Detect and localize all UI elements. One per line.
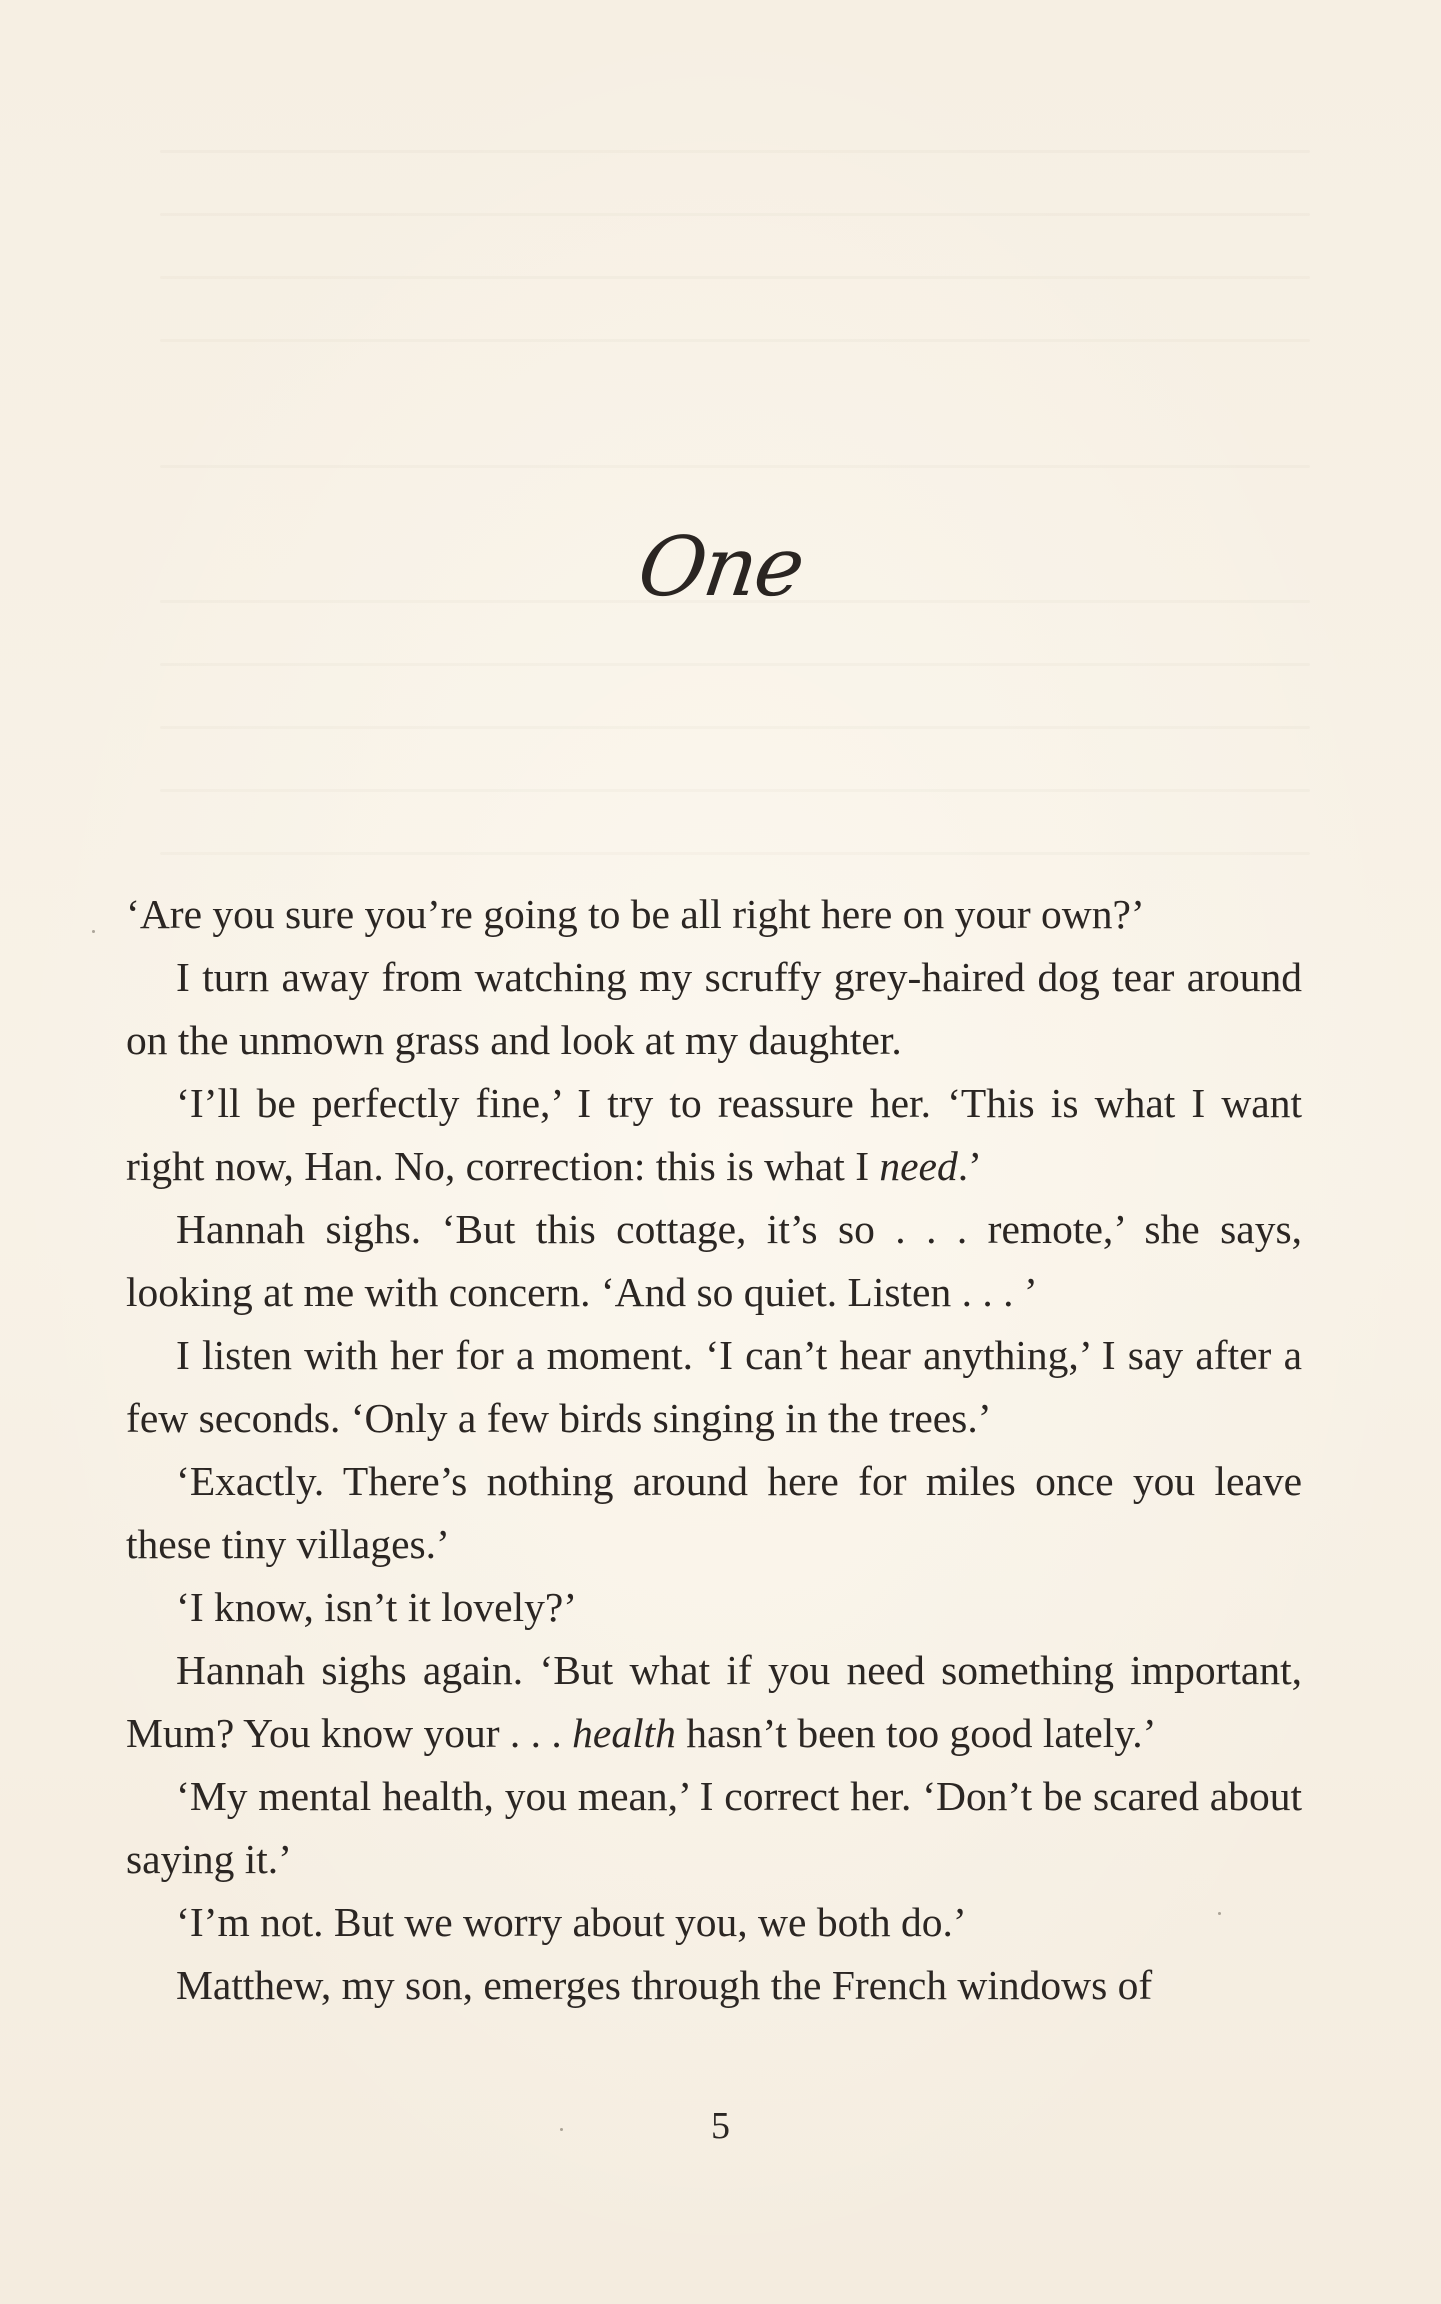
paragraph-text: ‘I’ll be perfectly fine,’ I try to reassure her. ‘This is what I want right now, Han. No, correction: this is what I — [126, 1080, 1302, 1189]
paragraph: ‘Exactly. There’s nothing around here for miles once you leave these tiny villages.’ — [126, 1458, 1302, 1567]
paragraph: Hannah sighs. ‘But this cottage, it’s so . . . remote,’ she says, looking at me with concern. ‘And so quiet. Listen . . . ’ — [126, 1206, 1302, 1315]
paragraph: Matthew, my son, emerges through the French windows of — [176, 1962, 1153, 2008]
chapter-heading: One — [632, 520, 809, 615]
paragraph-text: Hannah sighs again. ‘But what if you need something important, Mum? You know your . . . — [126, 1647, 1302, 1756]
emphasis-text: health — [572, 1710, 676, 1756]
paragraph: I listen with her for a moment. ‘I can’t hear anything,’ I say after a few seconds. ‘Only a few birds singing in the trees.’ — [126, 1332, 1302, 1441]
paper-speck — [92, 930, 95, 933]
show-through-line — [160, 465, 1310, 468]
paragraph-text: .’ — [957, 1143, 982, 1189]
show-through-line — [160, 150, 1310, 153]
paragraph — [126, 1072, 1302, 1198]
show-through-line — [160, 852, 1310, 855]
paragraph: I turn away from watching my scruffy grey-haired dog tear around on the unmown grass and look at my daughter. — [126, 954, 1302, 1063]
paragraph — [126, 1639, 1302, 1765]
show-through-line — [160, 726, 1310, 729]
show-through-line — [160, 789, 1310, 792]
show-through-line — [160, 213, 1310, 216]
emphasis-text: need — [879, 1143, 958, 1189]
paragraph: ‘My mental health, you mean,’ I correct her. ‘Don’t be scared about saying it.’ — [126, 1773, 1302, 1882]
show-through-line — [160, 339, 1310, 342]
show-through-line — [160, 276, 1310, 279]
paragraph: ‘I’m not. But we worry about you, we both do.’ — [176, 1899, 967, 1945]
paragraph-text: hasn’t been too good lately.’ — [675, 1710, 1157, 1756]
paragraph: ‘Are you sure you’re going to be all right here on your own?’ — [126, 891, 1145, 937]
show-through-line — [160, 663, 1310, 666]
page-number: 5 — [711, 2105, 730, 2147]
chapter-body — [126, 883, 1302, 2017]
paragraph: ‘I know, isn’t it lovely?’ — [176, 1584, 578, 1630]
